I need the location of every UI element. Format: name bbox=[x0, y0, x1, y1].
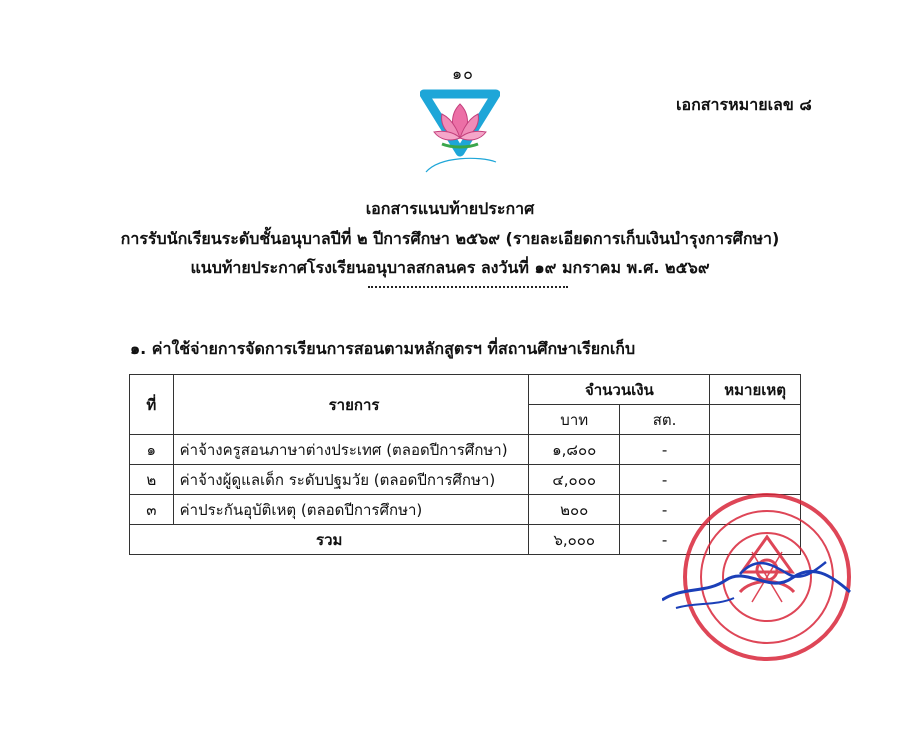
header-title: เอกสารแนบท้ายประกาศ bbox=[365, 199, 535, 218]
header-subtitle: การรับนักเรียนระดับชั้นอนุบาลปีที่ ๒ ปีการศึกษา ๒๕๖๙ (รายละเอียดการเก็บเงินบำรุงการศึกษา) bbox=[120, 229, 780, 248]
header-announcement-ref: แนบท้ายประกาศโรงเรียนอนุบาลสกลนคร ลงวันที่ ๑๙ มกราคม พ.ศ. ๒๕๖๙ bbox=[190, 258, 710, 277]
row-item: ค่าจ้างครูสอนภาษาต่างประเทศ (ตลอดปีการศึกษา) bbox=[173, 435, 529, 465]
row-satang: - bbox=[619, 495, 709, 525]
school-logo-icon bbox=[420, 86, 500, 178]
row-baht: ๒๐๐ bbox=[529, 495, 620, 525]
row-satang: - bbox=[619, 465, 709, 495]
col-header-satang: สต. bbox=[619, 405, 709, 435]
document-number: เอกสารหมายเลข ๘ bbox=[676, 95, 812, 114]
col-header-baht: บาท bbox=[529, 405, 620, 435]
total-baht: ๖,๐๐๐ bbox=[529, 525, 620, 555]
col-header-amount: จำนวนเงิน bbox=[529, 375, 710, 405]
row-note bbox=[710, 435, 801, 465]
dotted-divider bbox=[368, 286, 568, 288]
col-header-item: รายการ bbox=[173, 375, 529, 435]
row-baht: ๑,๘๐๐ bbox=[529, 435, 620, 465]
col-header-note: หมายเหตุ bbox=[710, 375, 801, 405]
row-no: ๑ bbox=[130, 435, 174, 465]
note-cell-blank bbox=[710, 405, 801, 435]
total-label: รวม bbox=[130, 525, 529, 555]
col-header-no: ที่ bbox=[130, 375, 174, 435]
row-no: ๓ bbox=[130, 495, 174, 525]
page-number: ๑๐ bbox=[452, 64, 474, 83]
total-satang: - bbox=[619, 525, 709, 555]
row-item: ค่าจ้างผู้ดูแลเด็ก ระดับปฐมวัย (ตลอดปีการศึกษา) bbox=[173, 465, 529, 495]
official-seal-stamp-icon bbox=[662, 482, 862, 672]
row-item: ค่าประกันอุบัติเหตุ (ตลอดปีการศึกษา) bbox=[173, 495, 529, 525]
row-baht: ๔,๐๐๐ bbox=[529, 465, 620, 495]
table-header-row bbox=[130, 375, 801, 405]
section-title: ๑. ค่าใช้จ่ายการจัดการเรียนการสอนตามหลักสูตรฯ ที่สถานศึกษาเรียกเก็บ bbox=[130, 339, 636, 358]
row-satang: - bbox=[619, 435, 709, 465]
row-no: ๒ bbox=[130, 465, 174, 495]
table-row bbox=[130, 435, 801, 465]
